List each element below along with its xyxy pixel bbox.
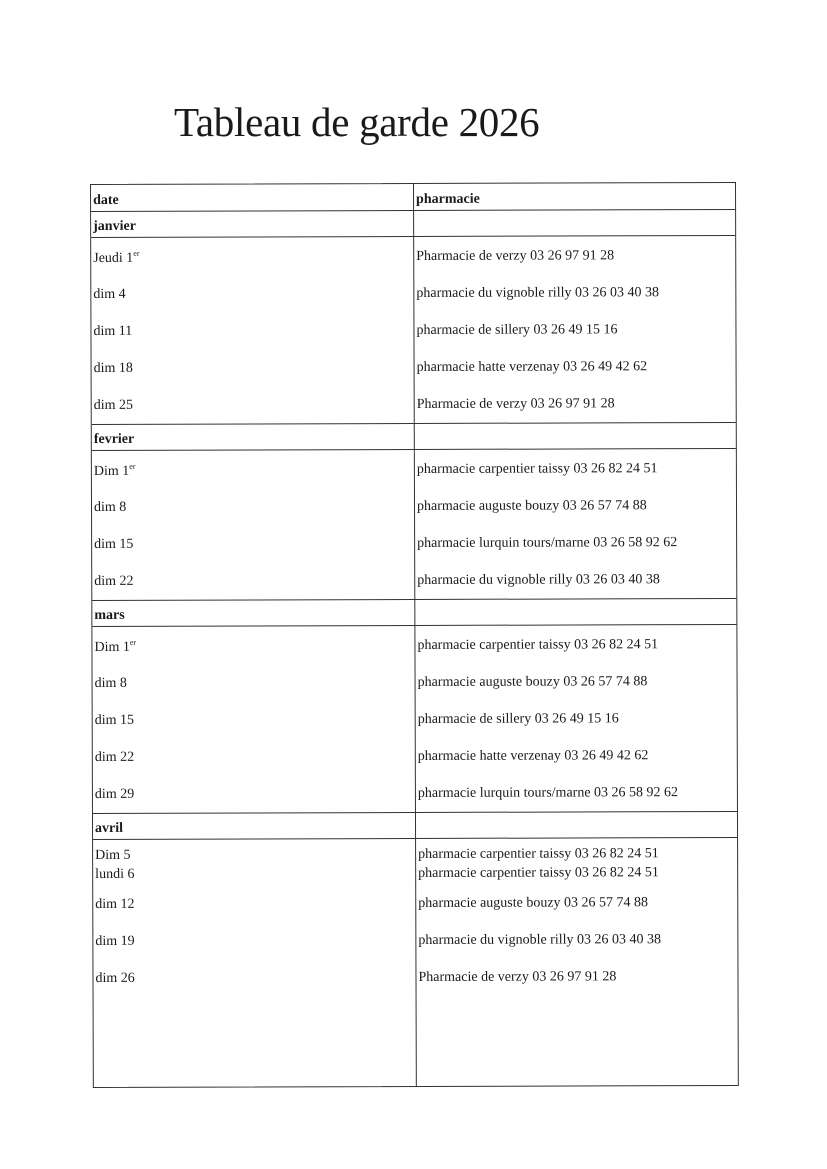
date-cell: dim 26: [95, 970, 135, 986]
pharmacy-cell: pharmacie de sillery 03 26 49 15 16: [417, 710, 619, 727]
date-cell: dim 12: [95, 896, 135, 912]
pharmacy-cell: pharmacie carpentier taissy 03 26 82 24 51: [416, 460, 658, 477]
pharmacy-cell: pharmacie hatte verzenay 03 26 49 42 62: [417, 747, 649, 764]
garde-table: [90, 182, 739, 1088]
pharmacy-cell: pharmacie lurquin tours/marne 03 26 58 92 62: [417, 534, 678, 551]
pharmacy-cell: pharmacie auguste bouzy 03 26 57 74 88: [418, 894, 649, 911]
date-cell: dim 15: [94, 712, 134, 728]
date-cell: dim 8: [93, 499, 127, 515]
date-cell: dim 22: [94, 749, 135, 765]
pharmacy-cell: pharmacie carpentier taissy 03 26 82 24 51: [418, 864, 659, 881]
date-suffix: er: [129, 637, 137, 647]
pharmacy-cell: pharmacie hatte verzenay 03 26 49 42 62: [416, 358, 648, 375]
date-suffix: er: [133, 248, 140, 258]
pharmacy-cell: pharmacie auguste bouzy 03 26 57 74 88: [417, 673, 648, 690]
date-cell: Jeudi 1: [93, 250, 134, 266]
header-pharmacie: pharmacie: [416, 191, 480, 207]
pharmacy-cell: pharmacie du vignoble rilly 03 26 03 40 38: [417, 571, 660, 588]
date-cell: lundi 6: [95, 866, 135, 882]
date-cell: Dim 1: [93, 463, 130, 479]
date-cell: dim 19: [95, 933, 135, 949]
month-label: avril: [95, 820, 124, 836]
date-cell: dim 15: [94, 536, 134, 552]
pharmacy-cell: Pharmacie de verzy 03 26 97 91 28: [416, 395, 615, 412]
date-cell: dim 8: [94, 675, 127, 691]
date-cell: dim 4: [93, 286, 126, 302]
date-cell: dim 25: [93, 397, 133, 413]
date-cell: Dim 5: [95, 847, 131, 863]
date-cell: dim 29: [94, 786, 135, 802]
date-cell: dim 11: [93, 323, 133, 339]
month-label: mars: [94, 607, 125, 623]
date-cell: Dim 1: [94, 639, 130, 655]
page-title: Tableau de garde 2026: [174, 99, 540, 145]
pharmacy-cell: pharmacie du vignoble rilly 03 26 03 40 38: [416, 284, 659, 301]
pharmacy-cell: pharmacie du vignoble rilly 03 26 03 40 38: [418, 931, 662, 948]
pharmacy-cell: pharmacie auguste bouzy 03 26 57 74 88: [416, 497, 647, 514]
month-label: janvier: [93, 218, 136, 234]
pharmacy-cell: pharmacie carpentier taissy 03 26 82 24 51: [417, 636, 659, 653]
pharmacy-cell: pharmacie lurquin tours/marne 03 26 58 92 62: [417, 784, 679, 801]
date-suffix: er: [129, 461, 136, 471]
pharmacy-cell: Pharmacie de verzy 03 26 97 91 28: [416, 247, 615, 264]
pharmacy-cell: Pharmacie de verzy 03 26 97 91 28: [418, 968, 617, 985]
pharmacy-cell: pharmacie carpentier taissy 03 26 82 24 51: [418, 845, 659, 862]
date-cell: dim 18: [93, 360, 133, 376]
date-cell: dim 22: [94, 573, 134, 589]
header-date: date: [93, 192, 119, 208]
month-label: fevrier: [93, 431, 135, 447]
pharmacy-cell: pharmacie de sillery 03 26 49 15 16: [416, 321, 618, 338]
